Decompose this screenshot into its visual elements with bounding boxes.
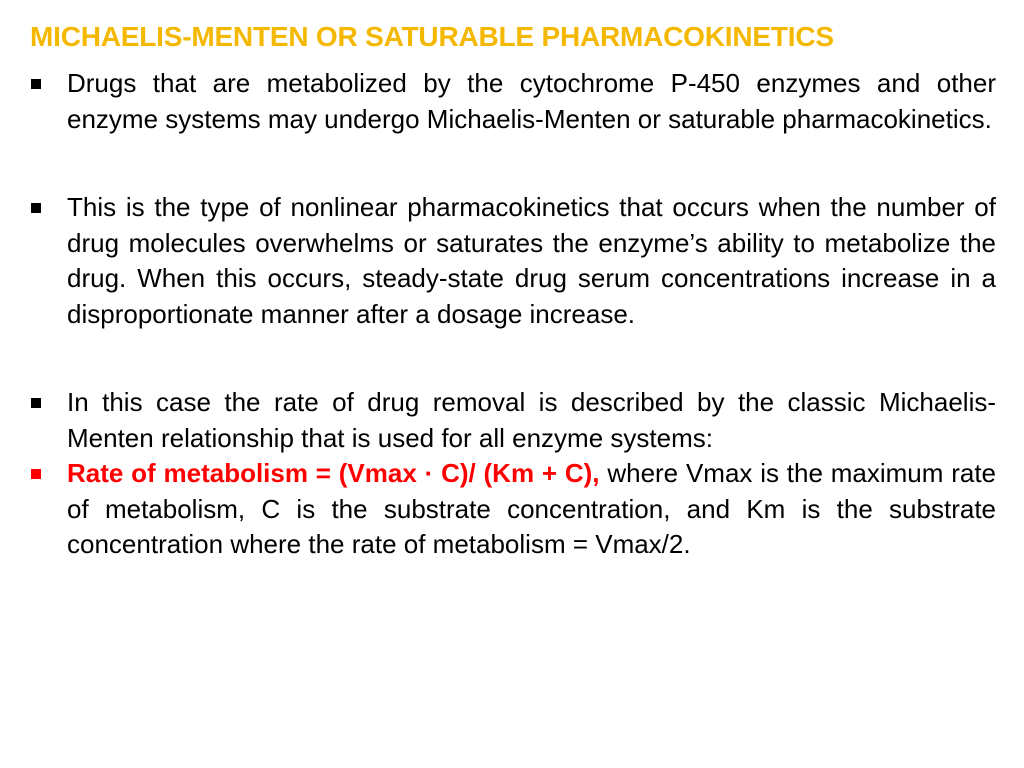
rate-formula: Rate of metabolism = (Vmax · C)/ (Km + C),	[67, 458, 600, 488]
slide-title: MICHAELIS-MENTEN OR SATURABLE PHARMACOKINETICS	[30, 21, 834, 52]
spacer	[30, 332, 996, 385]
bullet-text-2: This is the type of nonlinear pharmacokinetics that occurs when the number of drug molecules overwhelms or saturates the enzyme’s ability to metabolize the drug. When this occurs, steady-state drug serum concentrations increase in a disproportionate manner after a dosage increase.	[67, 192, 996, 329]
bullet-item-4	[30, 456, 996, 563]
square-bullet-icon	[31, 203, 41, 213]
bullet-item-3	[30, 385, 996, 456]
square-bullet-icon	[31, 469, 41, 479]
bullet-item-1	[30, 66, 996, 137]
spacer	[30, 137, 996, 190]
bullet-text-1: Drugs that are metabolized by the cytochrome P-450 enzymes and other enzyme systems may undergo Michaelis-Menten or saturable pharmacokinetics.	[67, 68, 996, 134]
square-bullet-icon	[31, 79, 41, 89]
bullet-list	[30, 66, 996, 563]
bullet-text-3: In this case the rate of drug removal is described by the classic Michaelis- Menten relationship that is used for all enzyme systems:	[67, 387, 996, 453]
square-bullet-icon	[31, 398, 41, 408]
bullet-text-4: where Vmax is the maximum rate of metabolism, C is the substrate concentration, and Km is the substrate concentration where the rate of metabolism = Vmax/2.	[67, 458, 997, 559]
bullet-item-2	[30, 190, 996, 332]
